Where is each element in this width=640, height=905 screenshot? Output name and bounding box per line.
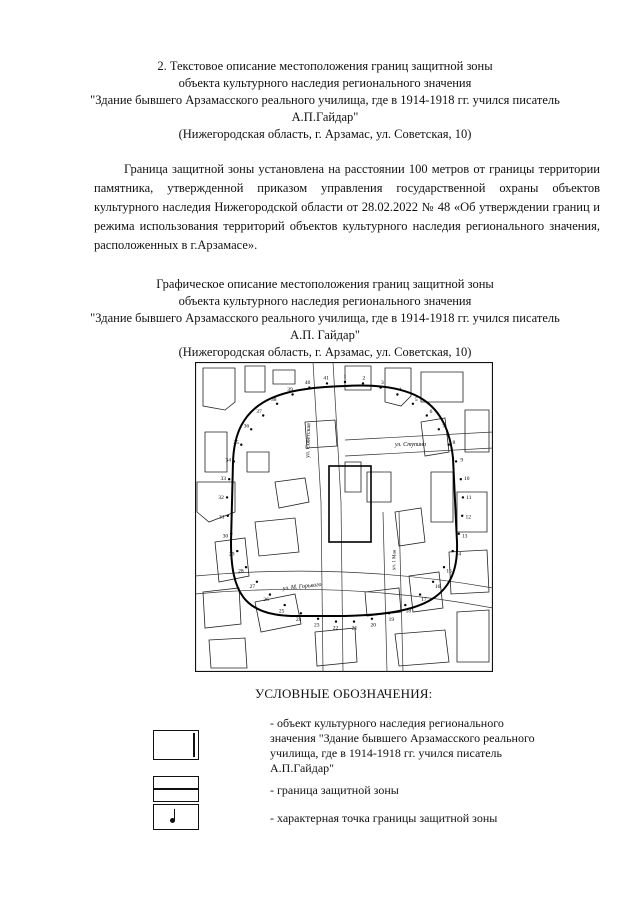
boundary-point: [269, 593, 271, 595]
boundary-point: [443, 566, 445, 568]
boundary-point-label: 38: [270, 396, 277, 403]
boundary-point: [432, 581, 434, 583]
boundary-point: [250, 428, 252, 430]
legend-item-boundary: - граница защитной зоны: [270, 783, 399, 797]
heritage-object-symbol: [153, 730, 199, 760]
boundary-point: [419, 593, 421, 595]
boundary-point-label: 32: [218, 495, 224, 502]
boundary-point-label: 30: [222, 533, 229, 540]
boundary-point: [388, 612, 390, 614]
boundary-point: [452, 550, 454, 552]
boundary-point: [284, 604, 286, 606]
legend-text: значения "Здание бывшего Арзамасского реального: [270, 731, 535, 745]
boundary-point-label: 37: [256, 409, 262, 416]
boundary-point: [276, 403, 278, 405]
boundary-point-label: 18: [405, 608, 412, 615]
boundary-point: [308, 386, 310, 388]
boundary-point-label: 41: [323, 375, 329, 382]
boundary-point-label: 20: [370, 622, 377, 629]
boundary-point-label: 23: [313, 622, 320, 629]
boundary-point-label: 24: [295, 616, 302, 623]
boundary-point: [245, 566, 247, 568]
street-label: ул. М. Горького: [282, 581, 322, 592]
boundary-point: [460, 478, 462, 480]
boundary-point: [335, 620, 337, 622]
boundary-point: [228, 478, 230, 480]
boundary-point-label: 39: [287, 387, 293, 394]
boundary-point: [371, 618, 373, 620]
boundary-point: [236, 550, 238, 552]
heading-line: "Здание бывшего Арзамасского реального училища, где в 1914-1918 гг. учился писатель: [90, 311, 560, 325]
boundary-point: [448, 444, 450, 446]
street-label: ул. Ступина: [395, 442, 427, 448]
boundary-point-label: 9: [460, 457, 464, 464]
street-label: ул. Советская: [305, 423, 313, 459]
boundary-point: [462, 496, 464, 498]
legend-item-heritage: [270, 716, 550, 776]
boundary-point-label: 19: [388, 616, 395, 623]
boundary-point-label: 12: [465, 514, 471, 521]
boundary-point-label: 26: [263, 597, 269, 604]
boundary-point-label: 21: [351, 625, 358, 632]
heading-line: (Нижегородская область, г. Арзамас, ул. Советская, 10): [178, 127, 472, 141]
boundary-point-label: 35: [233, 439, 239, 446]
text-description-heading: [90, 58, 560, 143]
boundary-point: [233, 460, 235, 462]
protection-zone-map: [195, 362, 493, 672]
boundary-point-label: 27: [249, 583, 256, 590]
boundary-point-label: 15: [446, 568, 452, 575]
boundary-point: [300, 612, 302, 614]
point-symbol: [153, 804, 199, 830]
boundary-paragraph: [94, 160, 600, 255]
boundary-point-label: 1: [343, 374, 347, 380]
boundary-point-label: 8: [452, 439, 456, 446]
street-label: ул. 1 Мая: [392, 549, 398, 571]
boundary-point: [438, 428, 440, 430]
boundary-point: [412, 403, 414, 405]
boundary-point-label: 22: [332, 625, 339, 632]
boundary-point: [226, 496, 228, 498]
heading-line: объекта культурного наследия регионального значения: [178, 294, 472, 308]
boundary-point-label: 28: [238, 568, 244, 575]
boundary-point-label: 4: [398, 387, 402, 394]
paragraph-text: Граница защитной зоны установлена на расстоянии 100 метров от границы территории памятника, утвержденной приказом управления государственной охраны объектов культурного наследия Нижегородской области от 28.02.2022 № 48 «Об утверждении границ и режима использования территорий объектов культурного наследия регионального значения, расположенных в г.Арзамасе».: [94, 162, 600, 252]
boundary-point: [344, 381, 346, 383]
boundary-point: [426, 414, 428, 416]
boundary-point-label: 33: [220, 476, 227, 482]
boundary-point: [317, 618, 319, 620]
boundary-point: [455, 460, 457, 462]
legend-item-point: - характерная точка границы защитной зоны: [270, 811, 498, 825]
heading-line: "Здание бывшего Арзамасского реального училища, где в 1914-1918 гг. учился писатель: [90, 93, 560, 107]
boundary-point: [458, 533, 460, 535]
boundary-point-label: 10: [463, 476, 470, 482]
boundary-point-label: 14: [455, 551, 461, 558]
boundary-point-label: 25: [278, 608, 285, 615]
graphic-description-heading: [90, 276, 560, 361]
boundary-point: [262, 414, 264, 416]
legend-text: А.П.Гайдар": [270, 761, 335, 775]
boundary-point-label: 11: [466, 495, 472, 502]
boundary-point-label: 31: [219, 514, 225, 521]
boundary-point-label: 7: [442, 423, 445, 430]
boundary-point-label: 16: [434, 583, 441, 590]
boundary-point: [404, 604, 406, 606]
heading-line: (Нижегородская область, г. Арзамас, ул. Советская, 10): [178, 345, 472, 359]
heading-line: 2. Текстовое описание местоположения границ защитной зоны: [157, 59, 493, 73]
boundary-point: [227, 515, 229, 517]
boundary-point: [240, 444, 242, 446]
heading-line: Графическое описание местоположения границ защитной зоны: [156, 277, 494, 291]
boundary-point-label: 17: [421, 597, 427, 604]
boundary-point: [379, 386, 381, 388]
boundary-point-label: 2: [362, 375, 366, 382]
boundary-point: [362, 382, 364, 384]
boundary-point-label: 6: [429, 409, 433, 416]
boundary-point-label: 29: [229, 551, 235, 558]
boundary-point-label: 13: [461, 533, 468, 540]
heading-line: объекта культурного наследия регионального значения: [178, 76, 472, 90]
heading-line: А.П. Гайдар": [290, 328, 360, 342]
boundary-point-label: 40: [304, 379, 311, 386]
boundary-point: [396, 393, 398, 395]
heading-line: А.П.Гайдар": [291, 110, 359, 124]
boundary-point-label: 36: [243, 423, 250, 430]
boundary-point: [256, 581, 258, 583]
boundary-point-label: 34: [225, 457, 232, 464]
boundary-point: [291, 393, 293, 395]
legend-title: УСЛОВНЫЕ ОБОЗНАЧЕНИЯ:: [255, 686, 433, 701]
boundary-point: [230, 533, 232, 535]
boundary-point-label: 5: [414, 396, 418, 403]
boundary-point: [326, 382, 328, 384]
boundary-point-label: 3: [381, 379, 384, 386]
boundary-line-symbol: [153, 776, 199, 802]
boundary-point: [461, 515, 463, 517]
legend-text: училища, где в 1914-1918 гг. учился писатель: [270, 746, 502, 760]
boundary-point: [353, 620, 355, 622]
legend-text: - объект культурного наследия регионального: [270, 716, 504, 730]
